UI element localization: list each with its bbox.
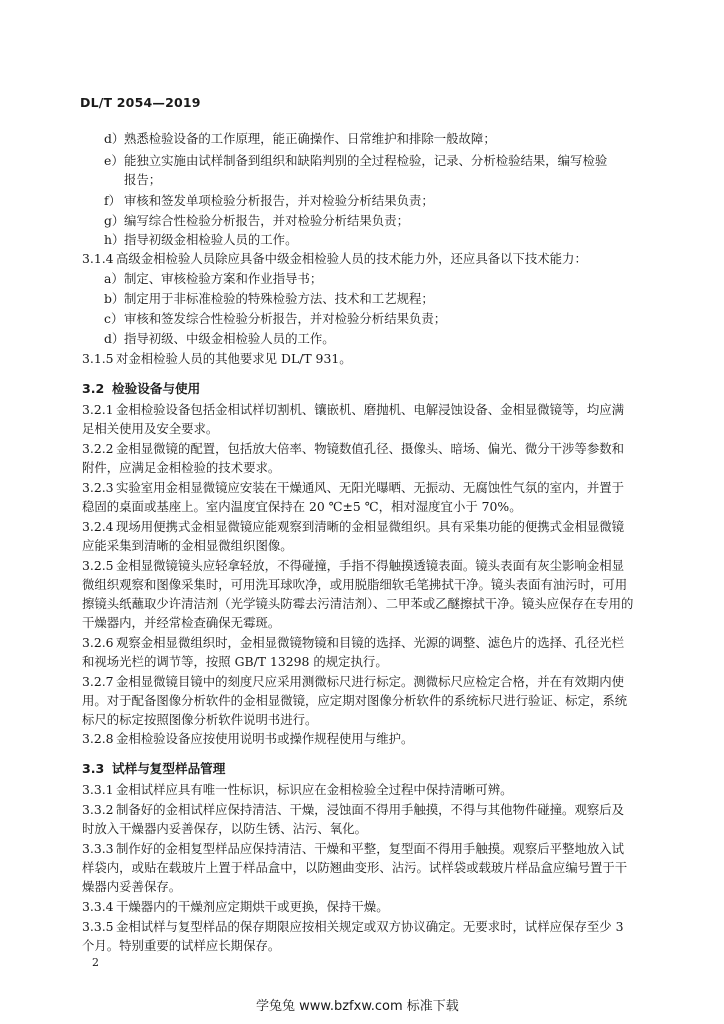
- list-item: f） 审核和签发单项检验分析报告，并对检验分析结果负责；: [104, 193, 434, 208]
- clause-3-2-4: 3.2.4 现场用便携式金相显微镜应能观察到清晰的金相显微组织。具有采集功能的便携式金相显微镜: [82, 519, 625, 534]
- clause-continuation: 时放入干燥器内妥善保存，以防生锈、沾污、氧化。: [82, 821, 367, 836]
- clause-continuation: 微组织观察和图像采集时，可用洗耳球吹净，或用脱脂细软毛笔拂拭干净。镜头表面有油污时，可用: [82, 577, 628, 592]
- clause-3-3-4: 3.3.4 干燥器内的干燥剂应定期烘干或更换，保持干燥。: [82, 899, 389, 914]
- clause-continuation: 附件，应满足金相检验的技术要求。: [82, 460, 281, 475]
- clause-continuation: 干燥器内，并经常检查确保无霉斑。: [82, 615, 281, 630]
- document-id-header: DL/T 2054—2019: [80, 95, 201, 110]
- clause-3-2-1: 3.2.1 金相检验设备包括金相试样切割机、镶嵌机、磨抛机、电解浸蚀设备、金相显微镜等，均应满: [82, 402, 625, 417]
- clause-3-2-2: 3.2.2 金相显微镜的配置，包括放大倍率、物镜数值孔径、摄像头、暗场、偏光、微分干涉等参数和: [82, 441, 625, 456]
- clause-3-1-4: 3.1.4 高级金相检验人员除应具备中级金相检验人员的技术能力外，还应具备以下技术能力：: [82, 251, 587, 266]
- list-item: d）指导初级、中级金相检验人员的工作。: [104, 331, 335, 346]
- clause-3-2-8: 3.2.8 金相检验设备应按使用说明书或操作规程使用与维护。: [82, 731, 414, 746]
- clause-continuation: 擦镜头纸蘸取少许清洁剂（光学镜头防霉去污清洁剂）、二甲苯或乙醚擦拭干净。镜头应保存在专用的: [82, 596, 634, 611]
- clause-continuation: 稳固的桌面或基座上。室内温度宜保持在 20 ℃±5 ℃，相对湿度宜小于 70%。: [82, 499, 522, 514]
- clause-3-1-5: 3.1.5 对金相检验人员的其他要求见 DL/T 931。: [82, 351, 352, 366]
- list-item: d）熟悉检验设备的工作原理，能正确操作、日常维护和排除一般故障；: [104, 131, 496, 146]
- clause-3-2-5: 3.2.5 金相显微镜镜头应轻拿轻放，不得碰撞，手指不得触摸透镜表面。镜头表面有灰尘影响金相显: [82, 558, 625, 573]
- clause-continuation: 应能采集到清晰的金相显微组织图像。: [82, 538, 293, 553]
- clause-continuation: 用。对于配备图像分析软件的金相显微镜，应定期对图像分析软件的系统标尺进行验证、标定，系统: [82, 693, 628, 708]
- clause-3-3-2: 3.3.2 制备好的金相试样应保持清洁、干燥，浸蚀面不得用手触摸，不得与其他物件碰撞。观察后及: [82, 802, 625, 817]
- list-item: a）制定、审核检验方案和作业指导书；: [104, 271, 323, 286]
- section-heading-3-3: 3.3 试样与复型样品管理: [82, 761, 226, 776]
- clause-3-2-3: 3.2.3 实验室用金相显微镜应安装在干燥通风、无阳光曝晒、无振动、无腐蚀性气氛的室内，并置于: [82, 480, 625, 495]
- clause-3-3-5: 3.3.5 金相试样与复型样品的保存期限应按相关规定或双方协议确定。无要求时，试样应保存至少 3: [82, 919, 624, 934]
- clause-3-3-3: 3.3.3 制作好的金相复型样品应保持清洁、干燥和平整，复型面不得用手触摸。观察后平整地放入试: [82, 841, 625, 856]
- clause-continuation: 足相关使用及安全要求。: [82, 421, 219, 436]
- list-item: g）编写综合性检验分析报告，并对检验分析结果负责；: [104, 213, 409, 228]
- page-number: 2: [92, 956, 99, 969]
- footer-watermark: 学兔兔 www.bzfxw.com 标准下载: [256, 999, 459, 1014]
- clause-continuation: 燥器内妥善保存。: [82, 879, 182, 894]
- list-item: e）能独立实施由试样制备到组织和缺陷判别的全过程检验，记录、分析检验结果，编写检验: [104, 153, 608, 168]
- clause-3-2-6: 3.2.6 观察金相显微组织时，金相显微镜物镜和目镜的选择、光源的调整、滤色片的选择、孔径光栏: [82, 635, 625, 650]
- section-heading-3-2: 3.2 检验设备与使用: [82, 381, 201, 396]
- clause-3-2-7: 3.2.7 金相显微镜目镜中的刻度尺应采用测微标尺进行标定。测微标尺应检定合格，并在有效期内使: [82, 674, 625, 689]
- clause-continuation: 个月。特别重要的试样应长期保存。: [82, 938, 281, 953]
- clause-continuation: 和视场光栏的调节等，按照 GB/T 13298 的规定执行。: [82, 654, 388, 669]
- clause-continuation: 标尺的标定按照图像分析软件说明书进行。: [82, 712, 318, 727]
- list-item: c）审核和签发综合性检验分析报告，并对检验分析结果负责；: [104, 311, 447, 326]
- clause-continuation: 样袋内，或贴在载玻片上置于样品盒中，以防翘曲变形、沾污。试样袋或载玻片样品盒应编号置于干: [82, 860, 628, 875]
- list-item: b）制定用于非标准检验的特殊检验方法、技术和工艺规程；: [104, 291, 434, 306]
- list-item-continuation: 报告；: [124, 172, 162, 187]
- clause-3-3-1: 3.3.1 金相试样应具有唯一性标识，标识应在金相检验全过程中保持清晰可辨。: [82, 782, 513, 797]
- list-item: h）指导初级金相检验人员的工作。: [104, 232, 298, 247]
